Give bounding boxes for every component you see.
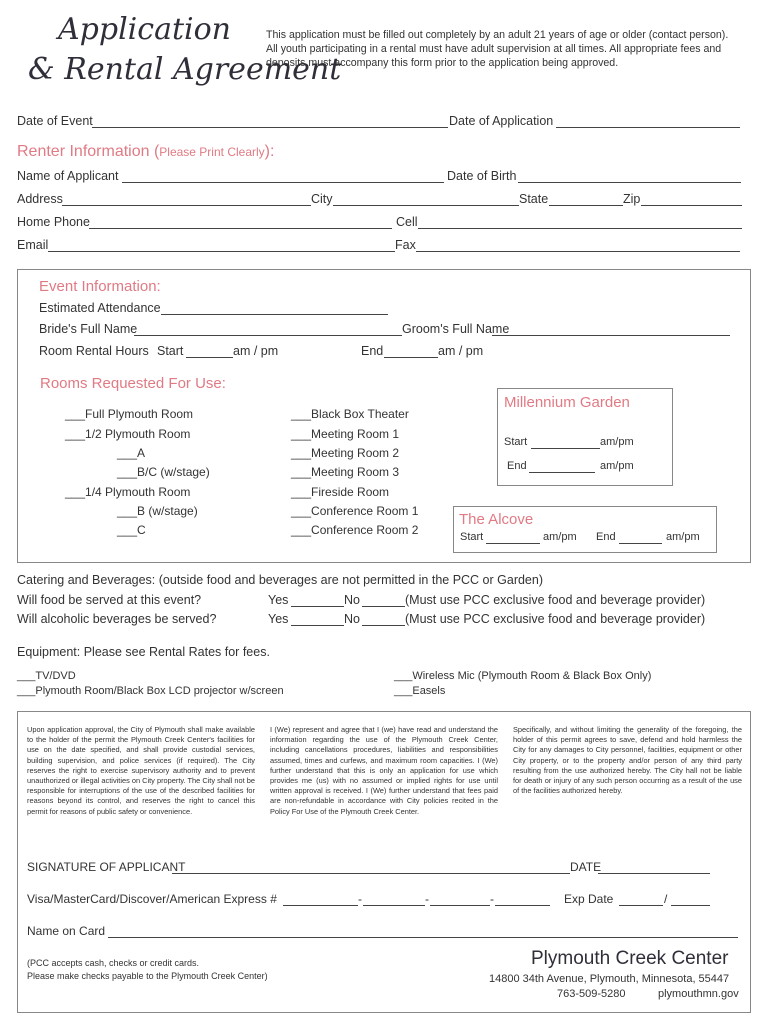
room-quarter-plymouth[interactable]: ___1/4 Plymouth Room [65, 485, 191, 499]
food-yes-field[interactable] [291, 606, 344, 607]
address-label: Address [17, 192, 63, 206]
payment-note-1: (PCC accepts cash, checks or credit cards. [27, 958, 200, 968]
attendance-field[interactable] [161, 314, 388, 315]
dob-field[interactable] [518, 182, 741, 183]
garden-start-ampm: am/pm [600, 436, 634, 448]
signature-label: SIGNATURE OF APPLICANT [27, 860, 186, 874]
card-field-2[interactable] [363, 905, 425, 906]
name-on-card-label: Name on Card [27, 924, 106, 938]
terms-col2: I (We) represent and agree that I (we) have read and understand the information regarding the use of the Plymouth Creek Center, including cancellations procedures, liabilities and responsibilities assumed, times and curfews, and maximum room capacities. I (We) further understand that this is only an application for use which provides me (us) with no assumed or implied rights for use until written approval is received. I (We) further understand that fees paid are non-refundable in accordance with City policies recited in the Policy For Use of the Plymouth Creek Center. [270, 725, 498, 816]
end-label: End [361, 344, 384, 358]
city-field[interactable] [333, 205, 519, 206]
rooms-heading: Rooms Requested For Use: [40, 375, 226, 392]
alcove-start-field[interactable] [486, 543, 540, 544]
garden-end-ampm: am/pm [600, 460, 634, 472]
signature-date-field[interactable] [598, 873, 710, 874]
cell-field[interactable] [418, 228, 742, 229]
zip-label: Zip [623, 192, 641, 206]
bride-label: Bride's Full Name [39, 322, 138, 336]
garden-start-label: Start [504, 436, 528, 448]
equip-tv-dvd[interactable]: ___TV/DVD [17, 670, 76, 682]
name-label: Name of Applicant [17, 169, 119, 183]
address-field[interactable] [62, 205, 311, 206]
date-of-application-field[interactable] [556, 127, 740, 128]
notice: This application must be filled out completely by an adult 21 years of age or older (contact person). All youth participating in a rental must have adult supervision at all times. All appropriate fees and deposits must accompany this form prior to the application being approved. [266, 29, 729, 69]
room-a[interactable]: ___A [117, 446, 146, 460]
card-dash-1: - [358, 892, 362, 906]
groom-label: Groom's Full Name [402, 322, 510, 336]
alcove-end-label: End [596, 531, 616, 543]
payment-note-2: Please make checks payable to the Plymouth Creek Center) [27, 971, 268, 981]
room-bc-stage[interactable]: ___B/C (w/stage) [117, 465, 210, 479]
home-phone-label: Home Phone [17, 215, 90, 229]
room-conference-2[interactable]: ___Conference Room 2 [291, 523, 419, 537]
room-black-box[interactable]: ___Black Box Theater [291, 407, 409, 421]
alcove-start-label: Start [460, 531, 484, 543]
zip-field[interactable] [641, 205, 742, 206]
date-of-application-label: Date of Application [449, 114, 554, 128]
room-b-stage[interactable]: ___B (w/stage) [117, 504, 198, 518]
card-label: Visa/MasterCard/Discover/American Express # [27, 892, 277, 906]
date-of-event-label: Date of Event [17, 114, 93, 128]
exp-month-field[interactable] [619, 905, 663, 906]
exp-slash: / [664, 892, 668, 906]
email-label: Email [17, 238, 49, 252]
date-of-event-field[interactable] [92, 127, 448, 128]
exp-label: Exp Date [564, 892, 614, 906]
attendance-label: Estimated Attendance [39, 301, 161, 315]
terms-col3: Specifically, and without limiting the generality of the foregoing, the holder of this permit agrees to save, defend and hold harmless the City for any damages to City personnel, facilities, equipment or other City property, or to the property and/or person of any third party resulting from the use authorized hereby. The City hall not be liable for death or injury of any such person occurring as a result of the use of the facilities authorized hereby. [513, 725, 742, 796]
garden-end-field[interactable] [529, 472, 595, 473]
food-note: (Must use PCC exclusive food and beverage provider) [405, 593, 706, 607]
fax-field[interactable] [416, 251, 740, 252]
room-c[interactable]: ___C [117, 523, 146, 537]
signature-field[interactable] [172, 873, 570, 874]
food-yes-label: Yes [268, 593, 289, 607]
equip-projector[interactable]: ___Plymouth Room/Black Box LCD projector w/screen [17, 685, 284, 697]
room-start-ampm: am / pm [233, 344, 279, 358]
state-field[interactable] [549, 205, 623, 206]
footer-address: 14800 34th Avenue, Plymouth, Minnesota, 55447 [489, 973, 730, 985]
equipment-heading: Equipment: Please see Rental Rates for fees. [17, 645, 270, 659]
garden-start-field[interactable] [531, 448, 600, 449]
room-end-field[interactable] [384, 357, 438, 358]
dob-label: Date of Birth [447, 169, 517, 183]
room-half-plymouth[interactable]: ___1/2 Plymouth Room [65, 427, 191, 441]
card-dash-3: - [490, 892, 494, 906]
room-fireside[interactable]: ___Fireside Room [291, 485, 390, 499]
start-label: Start [157, 344, 184, 358]
fax-label: Fax [395, 238, 416, 252]
email-field[interactable] [48, 251, 395, 252]
exp-year-field[interactable] [671, 905, 710, 906]
title-line2: & Rental Agreement [28, 52, 342, 87]
room-hours-label: Room Rental Hours [39, 344, 149, 358]
title-line1: Application [58, 12, 231, 47]
footer-org: Plymouth Creek Center [531, 948, 729, 969]
alcove-end-ampm: am/pm [666, 531, 700, 543]
room-conference-1[interactable]: ___Conference Room 1 [291, 504, 419, 518]
renter-heading: Renter Information (Please Print Clearly): [17, 143, 275, 160]
name-on-card-field[interactable] [108, 937, 738, 938]
state-label: State [519, 192, 549, 206]
card-field-4[interactable] [495, 905, 550, 906]
room-full-plymouth[interactable]: ___Full Plymouth Room [65, 407, 194, 421]
alcohol-no-field[interactable] [362, 625, 405, 626]
room-start-field[interactable] [186, 357, 233, 358]
room-meeting-1[interactable]: ___Meeting Room 1 [291, 427, 400, 441]
garden-end-label: End [507, 460, 527, 472]
catering-line: Catering and Beverages: (outside food and beverages are not permitted in the PCC or Garden) [17, 573, 544, 587]
garden-title: Millennium Garden [504, 394, 630, 411]
card-field-3[interactable] [430, 905, 490, 906]
room-meeting-3[interactable]: ___Meeting Room 3 [291, 465, 400, 479]
card-field-1[interactable] [283, 905, 358, 906]
food-question: Will food be served at this event? [17, 593, 202, 607]
footer-web[interactable]: plymouthmn.gov [658, 988, 739, 1000]
bride-field[interactable] [134, 335, 402, 336]
groom-field[interactable] [492, 335, 730, 336]
event-info-heading: Event Information: [39, 278, 161, 295]
terms-col1: Upon application approval, the City of Plymouth shall make available to the holder of the permit the Plymouth Creek Center's facilities for use on the date specified, and shall provide custodial services, building supervision, and police services (if required). The City reserves the right to exercise supervisory authority and to prevent unauthorized or illegal activities on City property. The City shall not be responsible for interruptions of the use of the described facilities for reasons beyond its control, and reserves the right to cancel this permit for reasons of public safety or convenience. [27, 725, 255, 816]
alcohol-note: (Must use PCC exclusive food and beverage provider) [405, 612, 706, 626]
city-label: City [311, 192, 333, 206]
equip-wireless-mic[interactable]: ___Wireless Mic (Plymouth Room & Black Box Only) [394, 670, 652, 682]
alcohol-no-label: No [344, 612, 360, 626]
alcohol-yes-field[interactable] [291, 625, 344, 626]
cell-label: Cell [396, 215, 418, 229]
alcove-start-ampm: am/pm [543, 531, 577, 543]
equip-easels[interactable]: ___Easels [394, 685, 446, 697]
alcohol-yes-label: Yes [268, 612, 289, 626]
food-no-field[interactable] [362, 606, 405, 607]
signature-date-label: DATE [570, 860, 602, 874]
alcohol-question: Will alcoholic beverages be served? [17, 612, 217, 626]
food-no-label: No [344, 593, 360, 607]
room-end-ampm: am / pm [438, 344, 484, 358]
room-meeting-2[interactable]: ___Meeting Room 2 [291, 446, 400, 460]
footer-phone: 763-509-5280 [557, 988, 626, 1000]
alcove-end-field[interactable] [619, 543, 662, 544]
alcove-title: The Alcove [459, 511, 534, 528]
home-phone-field[interactable] [89, 228, 392, 229]
card-dash-2: - [425, 892, 429, 906]
name-field[interactable] [122, 182, 444, 183]
